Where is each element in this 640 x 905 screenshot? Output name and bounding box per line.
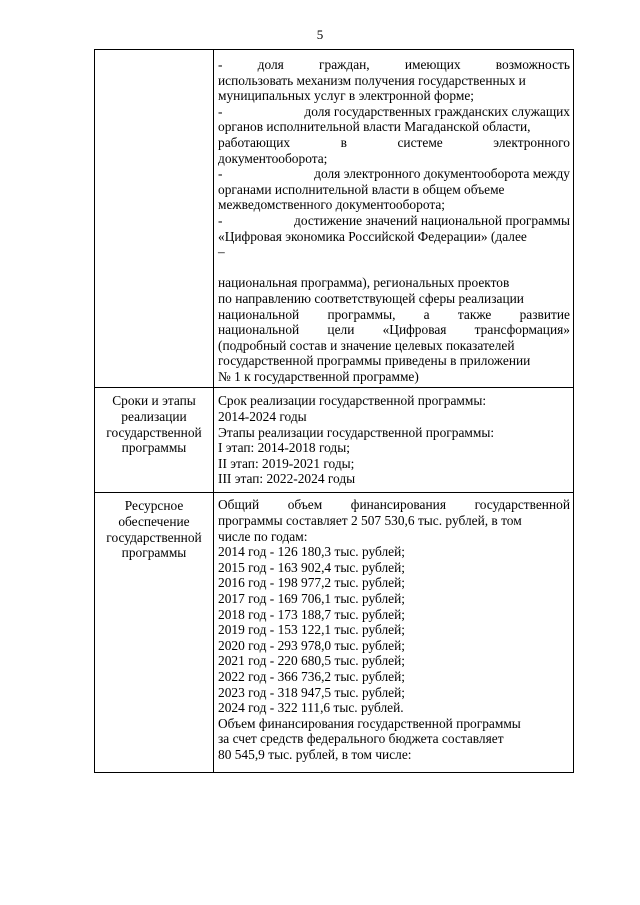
text-line: государственной программы приведены в приложении — [218, 353, 531, 369]
line-word: доля электронного документооборота между — [314, 166, 570, 182]
text-line: 2017 год - 169 706,1 тыс. рублей; — [218, 591, 405, 607]
line-word: - — [218, 166, 223, 182]
text-line — [218, 104, 570, 120]
line-word: развитие — [519, 306, 570, 322]
line-word: достижение значений национальной программы — [294, 212, 570, 228]
program-passport-table — [94, 49, 574, 773]
text-line: III этап: 2022-2024 годы — [218, 471, 356, 487]
text-line: I этап: 2014-2018 годы; — [218, 440, 350, 456]
line-word: системе — [397, 134, 443, 150]
text-line — [218, 213, 570, 229]
text-line: за счет средств федерального бюджета составляет — [218, 731, 504, 747]
line-word: «Цифровая — [382, 322, 447, 338]
text-line: 2018 год - 173 188,7 тыс. рублей; — [218, 606, 405, 622]
line-word: трансформация» — [474, 322, 570, 338]
text-line — [218, 322, 570, 338]
line-word: электронного — [493, 134, 570, 150]
text-line: программы составляет 2 507 530,6 тыс. рублей, в том — [218, 513, 522, 529]
line-word: Общий — [218, 497, 260, 513]
text-line: II этап: 2019-2021 годы; — [218, 455, 355, 471]
row-label: Ресурсное обеспечение государственной программы — [95, 493, 214, 772]
text-line: муниципальных услуг в электронной форме; — [218, 88, 474, 104]
line-word: национальной — [218, 322, 300, 338]
text-line: 2014 год - 126 180,3 тыс. рублей; — [218, 544, 405, 560]
text-line: 2021 год - 220 680,5 тыс. рублей; — [218, 653, 405, 669]
line-word: объем — [287, 497, 323, 513]
text-line: (подробный состав и значение целевых показателей — [218, 337, 515, 353]
text-line: 2014-2024 годы — [218, 409, 307, 425]
line-word: в — [340, 134, 347, 150]
text-line: межведомственного документооборота; — [218, 197, 446, 213]
line-word: возможность — [495, 57, 570, 72]
line-word: программы, — [327, 306, 396, 322]
text-line — [218, 497, 570, 513]
text-line: 2023 год - 318 947,5 тыс. рублей; — [218, 684, 405, 700]
text-line: числе по годам: — [218, 528, 308, 544]
table-row — [95, 493, 574, 772]
line-word: а — [423, 306, 430, 322]
row-content — [214, 50, 574, 388]
text-line — [218, 57, 570, 73]
text-line: 2024 год - 322 111,6 тыс. рублей. — [218, 700, 404, 716]
text-line: 2019 год - 153 122,1 тыс. рублей; — [218, 622, 405, 638]
table-row — [95, 388, 574, 493]
line-word: финансирования — [350, 497, 446, 513]
line-word: национальной — [218, 306, 300, 322]
text-line: 2016 год - 198 977,2 тыс. рублей; — [218, 575, 405, 591]
line-word: государственной — [474, 497, 570, 513]
row-label: Сроки и этапы реализации государственной программы — [95, 388, 214, 493]
text-line: № 1 к государственной программе) — [218, 368, 419, 384]
text-line: органами исполнительной власти в общем объеме — [218, 181, 505, 197]
text-line — [218, 307, 570, 323]
text-line: «Цифровая экономика Российской Федерации» (далее — [218, 228, 527, 244]
text-line — [218, 260, 570, 276]
row-label — [95, 50, 214, 388]
text-line: Срок реализации государственной программы: — [218, 393, 487, 409]
page-number: 5 — [316, 27, 324, 42]
line-word: доля — [257, 57, 284, 72]
text-line: 80 545,9 тыс. рублей, в том числе: — [218, 746, 412, 762]
line-word: работающих — [218, 134, 291, 150]
text-line: документооборота; — [218, 150, 328, 166]
line-word: также — [457, 306, 492, 322]
line-word: цели — [327, 322, 355, 338]
line-word: имеющих — [404, 57, 461, 72]
text-line — [218, 135, 570, 151]
row-content — [214, 493, 574, 772]
text-line: Объем финансирования государственной программы — [218, 715, 521, 731]
text-line: 2020 год - 293 978,0 тыс. рублей; — [218, 637, 405, 653]
text-line — [218, 166, 570, 182]
text-line: Этапы реализации государственной программы: — [218, 424, 495, 440]
line-word: граждан, — [319, 57, 370, 72]
line-word: - — [218, 103, 223, 119]
text-line: 2022 год - 366 736,2 тыс. рублей; — [218, 669, 405, 684]
text-line: национальная программа), региональных проектов — [218, 275, 510, 291]
text-line: – — [218, 244, 225, 260]
line-word: - — [218, 57, 223, 72]
row-content — [214, 388, 574, 493]
table-row — [95, 50, 574, 388]
text-line: по направлению соответствующей сферы реализации — [218, 290, 524, 306]
text-line: 2015 год - 163 902,4 тыс. рублей; — [218, 559, 405, 575]
text-line: органов исполнительной власти Магаданской области, — [218, 119, 531, 135]
line-word: доля государственных гражданских служащих — [304, 103, 570, 119]
text-line: использовать механизм получения государственных и — [218, 72, 526, 88]
line-word: - — [218, 212, 223, 228]
